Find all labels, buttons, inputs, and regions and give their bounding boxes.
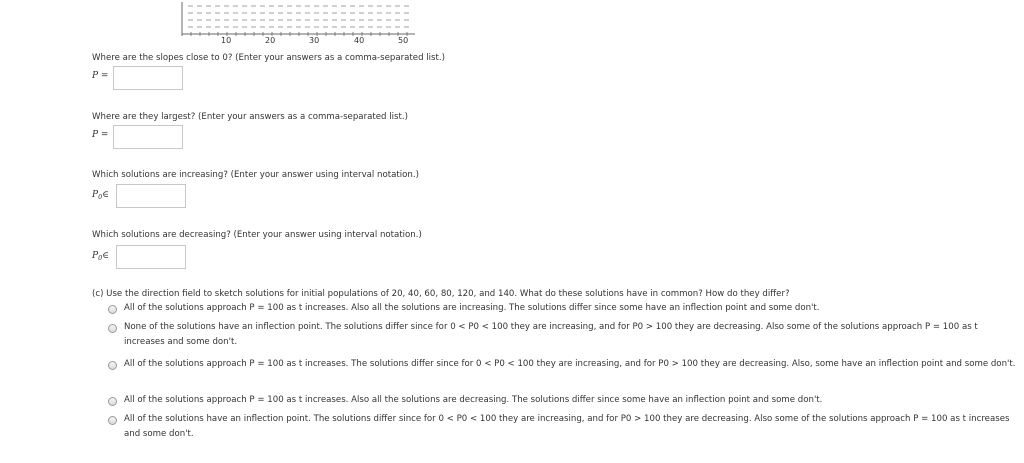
option-d-text: All of the solutions approach P = 100 as t increases. Also all the solutions are decreasing. The solutions differ since some have an inflection point and some don't. — [124, 395, 823, 405]
part-c-prompt: (c) Use the direction field to sketch solutions for initial populations of 20, 40, 60, 80, 120, and 140. What do these solutions have in common? How do they differ? — [92, 289, 790, 299]
answer-label-p0: $P_0\in$ — [92, 190, 109, 201]
x-tick-label: 20 — [265, 36, 276, 45]
option-b-text: None of the solutions have an inflection point. The solutions differ since for 0 < P0 < 100 they are increasing, and for P0 > 100 they are decreasing. Also some of the solutions approach P = 100 as t increases and some don't. — [124, 322, 978, 347]
question-decreasing: Which solutions are decreasing? (Enter your answer using interval notation.) — [92, 230, 422, 240]
answer-label-p: P = — [92, 71, 109, 81]
slopes-largest-input[interactable] — [113, 125, 183, 149]
option-e-radio[interactable] — [108, 416, 117, 425]
x-tick-label: 50 — [398, 36, 409, 45]
slopes-zero-input[interactable] — [113, 66, 183, 90]
direction-field-graph — [170, 0, 420, 48]
decreasing-interval-input[interactable] — [116, 245, 186, 269]
question-slopes-zero: Where are the slopes close to 0? (Enter your answers as a comma-separated list.) — [92, 53, 445, 63]
answer-label-p: P = — [92, 130, 109, 140]
x-tick-label: 10 — [221, 36, 232, 45]
option-c-radio[interactable] — [108, 361, 117, 370]
option-e-text: All of the solutions have an inflection point. The solutions differ since for 0 < P0 < 100 they are increasing, and for P0 > 100 they are decreasing. Also some of the solutions approach P = 100 as t increases and some don't. — [124, 414, 1010, 439]
option-d-radio[interactable] — [108, 397, 117, 406]
option-c-text: All of the solutions approach P = 100 as t increases. The solutions differ since for 0 < P0 < 100 they are increasing, and for P0 > 100 they are decreasing. Also, some have an inflection point and some don't. — [124, 359, 1016, 369]
option-b-radio[interactable] — [108, 324, 117, 333]
increasing-interval-input[interactable] — [116, 184, 186, 208]
answer-label-p0: $P_0\in$ — [92, 251, 109, 262]
option-a-text: All of the solutions approach P = 100 as t increases. Also all the solutions are increasing. The solutions differ since some have an inflection point and some don't. — [124, 303, 820, 313]
option-a-radio[interactable] — [108, 305, 117, 314]
question-increasing: Which solutions are increasing? (Enter your answer using interval notation.) — [92, 170, 419, 180]
question-slopes-largest: Where are they largest? (Enter your answers as a comma-separated list.) — [92, 112, 408, 122]
x-tick-label: 40 — [354, 36, 365, 45]
x-tick-label: 30 — [309, 36, 320, 45]
